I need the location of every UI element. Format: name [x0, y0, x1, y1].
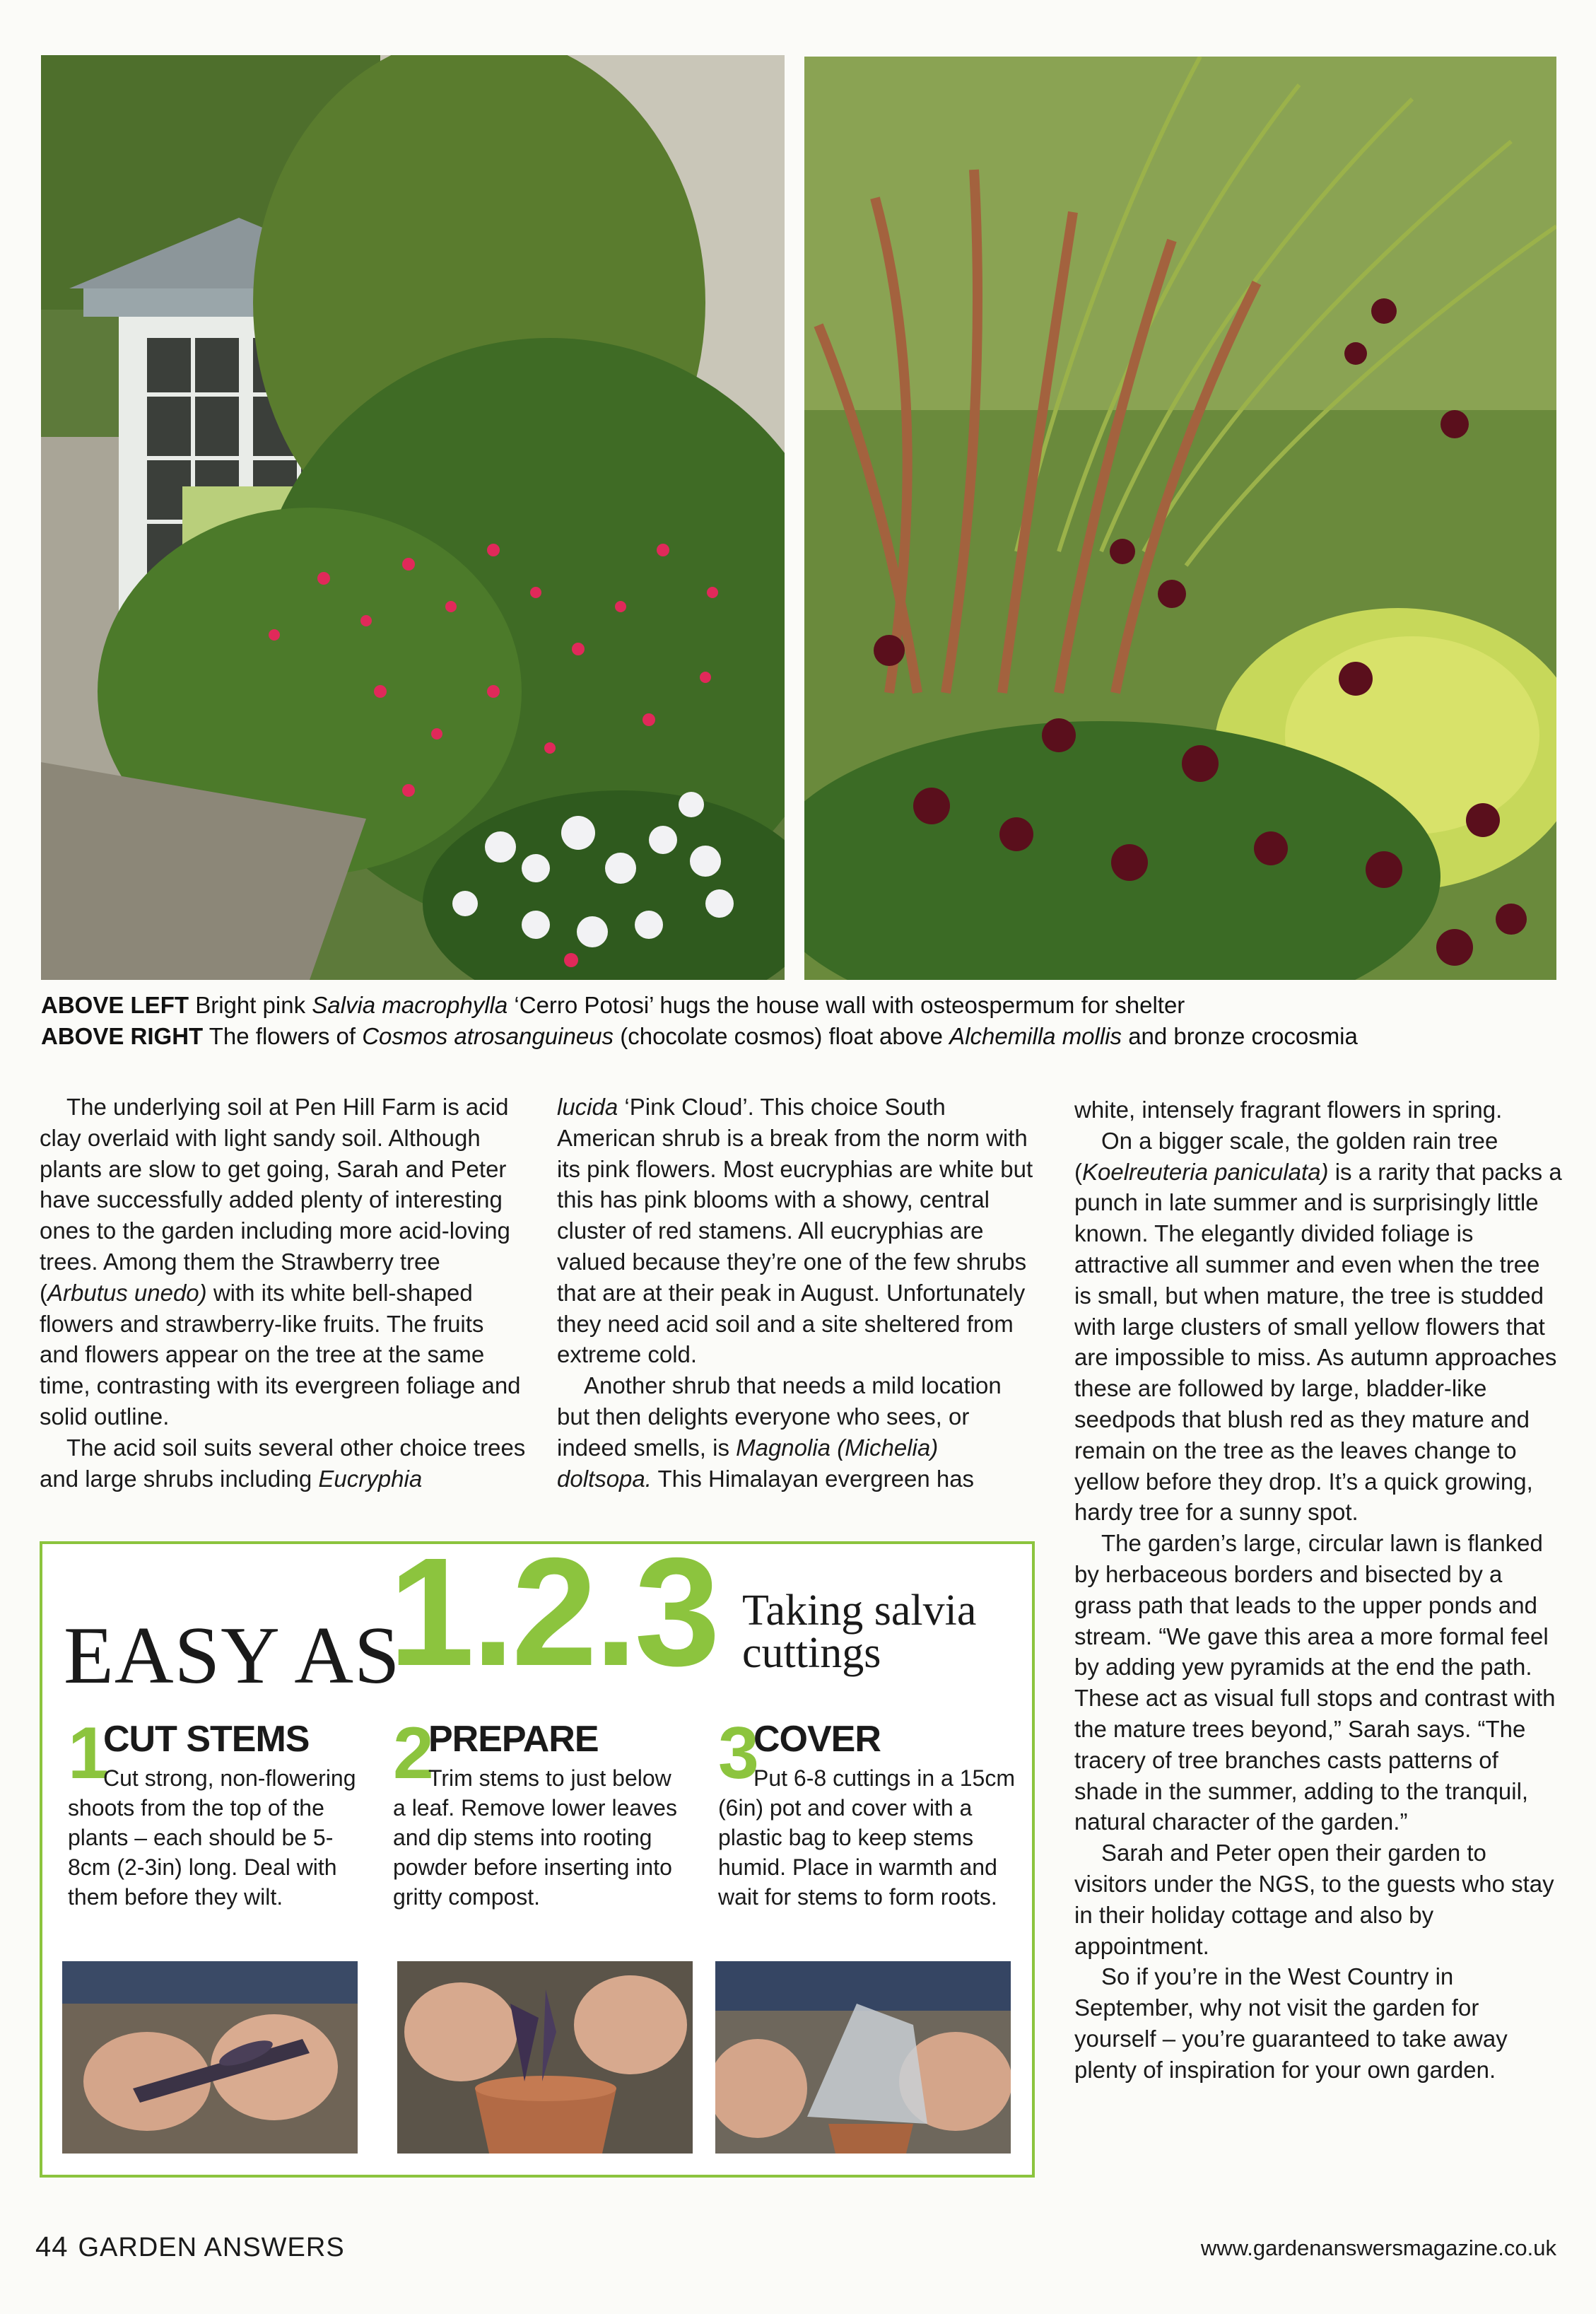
- caption-right-text-2: (chocolate cosmos) float above: [614, 1023, 950, 1049]
- magazine-name: GARDEN ANSWERS: [78, 2233, 345, 2262]
- paragraph: Another shrub that needs a mild location but then delights everyone who sees, or indeed smells, is Magnolia (Michelia) doltsopa. This Himalayan evergreen has: [557, 1372, 1002, 1492]
- caption-left-species: Salvia macrophylla: [312, 992, 508, 1018]
- step-text: Trim stems to just below a leaf. Remove lower leaves and dip stems into rooting powder before inserting into gritty compost.: [393, 1765, 677, 1910]
- photo-chocolate-cosmos: [804, 57, 1556, 980]
- page-number: 44: [35, 2231, 69, 2262]
- caption-left: [41, 990, 1561, 1021]
- caption-right-text-3: and bronze crocosmia: [1122, 1023, 1358, 1049]
- paragraph: lucida ‘Pink Cloud’. This choice South American shrub is a break from the norm with its pink flowers. Most eucryphias are white but this has pink blooms with a showy, central cluster of red stamens. All eucryphias are valued because they’re one of the few shrubs that are at their peak in August. Unfortunately they need acid soil and a site sheltered from extreme cold.: [557, 1094, 1033, 1368]
- article-column-3: [1074, 1094, 1562, 2086]
- caption-left-text-2: ‘Cerro Potosi’ hugs the house wall with osteospermum for shelter: [507, 992, 1185, 1018]
- photo-covering-pot: [715, 1961, 1011, 2154]
- photo-cutting-stems: [62, 1961, 358, 2154]
- step-title: PREPARE: [428, 1719, 599, 1760]
- photo-caption: [41, 990, 1561, 1052]
- article-column-2: [557, 1092, 1038, 1494]
- caption-left-text: Bright pink: [195, 992, 312, 1018]
- paragraph: The underlying soil at Pen Hill Farm is acid clay overlaid with light sandy soil. Although plants are slow to get going, Sarah and Peter have successfully added plenty of interesting ones to the garden including more acid-loving trees. Among them the Strawberry tree (Arbutus unedo) with its white bell-shaped flowers and strawberry-like fruits. The fruits and flowers appear on the tree at the same time, contrasting with its evergreen foliage and solid outline.: [40, 1094, 521, 1430]
- caption-right-species: Cosmos atrosanguineus: [362, 1023, 614, 1049]
- caption-right-species-2: Alchemilla mollis: [949, 1023, 1122, 1049]
- article-column-1: [40, 1092, 527, 1494]
- box-subtitle: Taking salvia cuttings: [742, 1587, 977, 1677]
- easy-as-123-box: [40, 1526, 1035, 2178]
- caption-left-label: ABOVE LEFT: [41, 992, 189, 1018]
- caption-right-label: ABOVE RIGHT: [41, 1023, 204, 1049]
- caption-right-text: The flowers of: [209, 1023, 363, 1049]
- photo-preparing-cuttings: [397, 1961, 693, 2154]
- step-text: Cut strong, non-flowering shoots from the top of the plants – each should be 5-8cm (2-3in) long. Deal with them before they wilt.: [68, 1765, 356, 1910]
- paragraph: The garden’s large, circular lawn is flanked by herbaceous borders and bisected by a grass path that leads to the upper ponds and stream. “We gave this area a more formal feel by adding yew pyramids at the end the path. These act as visual full stops and contrast with the mature trees beyond,” Sarah says. “The tracery of tree branches casts patterns of shade in the summer, adding to the tranquil, natural character of the garden.”: [1074, 1530, 1556, 1835]
- step-number: 1: [68, 1712, 109, 1794]
- step-title: CUT STEMS: [103, 1719, 310, 1760]
- caption-right: [41, 1021, 1561, 1052]
- box-numbers: 1.2.3: [389, 1526, 717, 1698]
- photo-salvia-border: [41, 55, 785, 980]
- paragraph: The acid soil suits several other choice trees and large shrubs including Eucryphia: [40, 1434, 526, 1492]
- box-heading: EASY AS: [64, 1611, 401, 1701]
- paragraph: Sarah and Peter open their garden to visitors under the NGS, to the guests who stay in their holiday cottage and also by appointment.: [1074, 1840, 1554, 1959]
- step-text: Put 6-8 cuttings in a 15cm (6in) pot and cover with a plastic bag to keep stems humid. Place in warmth and wait for stems to form roots.: [718, 1765, 1015, 1910]
- step-number: 2: [393, 1712, 434, 1794]
- page-footer: [35, 2231, 345, 2263]
- paragraph: On a bigger scale, the golden rain tree (Koelreuteria paniculata) is a rarity that packs a punch in late summer and is surprisingly little known. The elegantly divided foliage is attractive all summer and even when the tree is small, but when mature, the tree is studded with large clusters of small yellow flowers that are impossible to miss. As autumn approaches these are followed by large, bladder-like seedpods that blush red as they mature and remain on the tree as the leaves change to yellow before they drop. It’s a quick growing, hardy tree for a sunny spot.: [1074, 1127, 1562, 1526]
- paragraph: So if you’re in the West Country in September, why not visit the garden for yourself – you’re guaranteed to take away plenty of inspiration for your own garden.: [1074, 1963, 1508, 2083]
- step-number: 3: [718, 1712, 759, 1794]
- paragraph: white, intensely fragrant flowers in spring.: [1074, 1097, 1503, 1123]
- step-title: COVER: [753, 1719, 881, 1760]
- magazine-url[interactable]: www.gardenanswersmagazine.co.uk: [1200, 2236, 1556, 2260]
